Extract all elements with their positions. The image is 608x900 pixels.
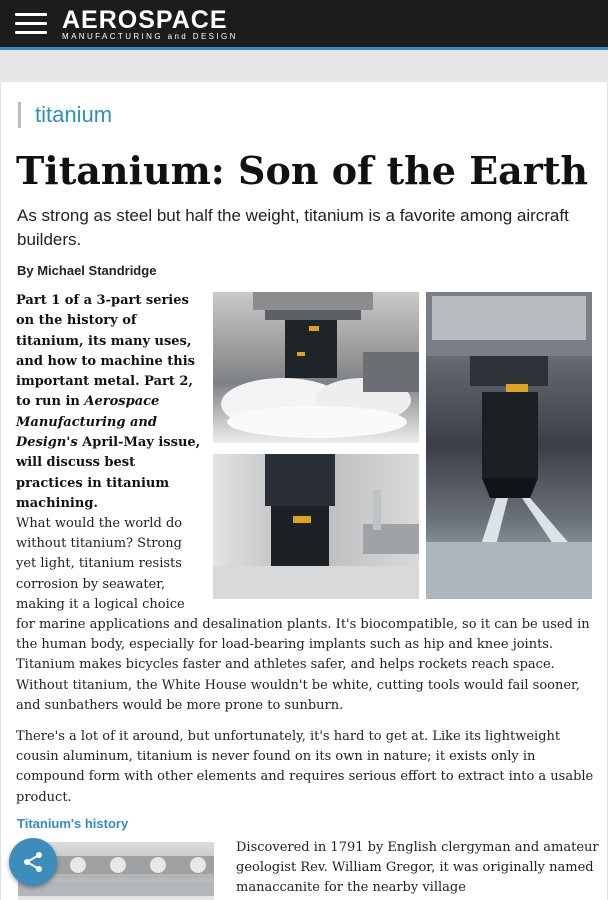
- article-paragraph-1-wrapped: What would the world do without titanium? Strong yet light, titanium resists corrosion by seawater, making it a logical choice: [16, 516, 185, 612]
- share-icon: [21, 850, 45, 874]
- photo-spindle-coolant-spray: [426, 292, 592, 599]
- article-paragraph-1: for marine applications and desalination plants. It's biocompatible, so it can be used in the human body, especially for load-bearing implants such as hip and knee joints. Titanium makes bicycles faster and athletes safer, and helps rockets reach space. Without titanium, the White House wouldn't be white, cutting tools would fail sooner, and sunbathers would be more prone to sunburn.: [16, 617, 590, 713]
- share-button[interactable]: [9, 838, 57, 886]
- logo-tagline: MANUFACTURING and DESIGN: [62, 32, 238, 41]
- article-paragraph-3: Discovered in 1791 by English clergyman and amateur geologist Rev. William Gregor, it was originally named manaccanite for the nearby village: [236, 840, 599, 896]
- article-title: Titanium: Son of the Earth: [16, 148, 588, 193]
- article-paragraph-2: There's a lot of it around, but unfortunately, it's hard to get at. Like its lightweight cousin aluminum, titanium is never found on its own in nature; it exists only in compound form with other elements and requires serious effort to extract into a usable product.: [16, 729, 594, 805]
- photo-milling-coolant: [213, 292, 419, 443]
- category-tag-link[interactable]: titanium: [18, 102, 112, 128]
- intro-publication-name: Aerospace Manufacturing and Design's: [16, 394, 160, 451]
- top-app-bar: [0, 0, 608, 50]
- header-spacer-strip: [0, 50, 608, 82]
- article-byline: By Michael Standridge: [17, 263, 157, 278]
- photo-end-mill-tool: [213, 454, 419, 599]
- article-intro: [16, 291, 206, 514]
- intro-text-2: April-May issue, will discuss best practices in titanium machining.: [16, 435, 201, 511]
- article-subtitle: As strong as steel but half the weight, titanium is a favorite among aircraft builders.: [17, 206, 569, 249]
- logo-wordmark: AEROSPACE: [62, 6, 228, 34]
- intro-text-1: Part 1 of a 3-part series on the history of titanium, its many uses, and how to machine this important metal. Part 2, to run in: [16, 293, 195, 410]
- section-heading-link[interactable]: Titanium's history: [17, 816, 129, 831]
- site-logo[interactable]: [62, 6, 238, 42]
- hamburger-menu-icon[interactable]: [15, 13, 47, 37]
